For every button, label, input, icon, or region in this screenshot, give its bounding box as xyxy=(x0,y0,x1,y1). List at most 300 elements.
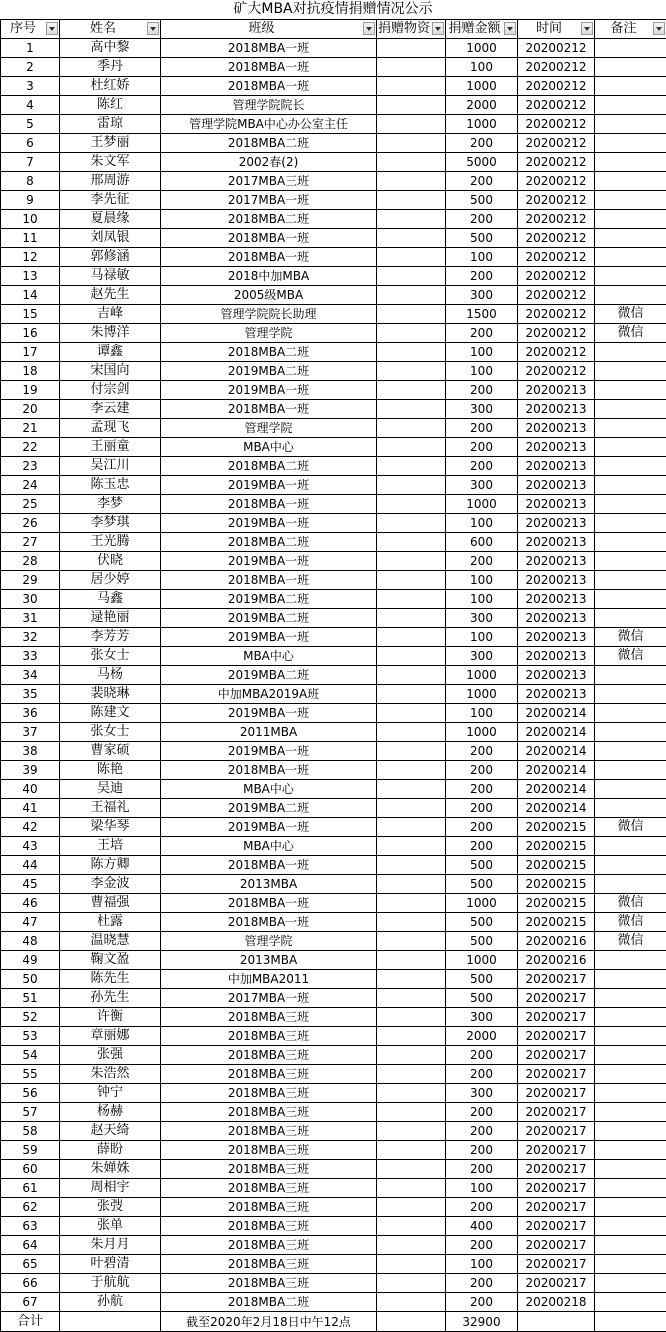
table-row xyxy=(1,495,666,514)
goods-cell xyxy=(377,1274,446,1293)
donor-name-cell: 李芳芳 xyxy=(60,628,161,647)
remark-cell xyxy=(595,533,666,552)
table-row xyxy=(1,400,666,419)
remark-cell xyxy=(595,191,666,210)
remark-cell xyxy=(595,172,666,191)
donor-name-cell: 张强 xyxy=(60,1046,161,1065)
goods-cell xyxy=(377,457,446,476)
remark-cell xyxy=(595,704,666,723)
goods-cell xyxy=(377,894,446,913)
goods-cell xyxy=(377,552,446,571)
goods-cell xyxy=(377,381,446,400)
row-index-cell: 60 xyxy=(1,1160,60,1179)
goods-cell xyxy=(377,476,446,495)
row-index-cell: 19 xyxy=(1,381,60,400)
amount-cell: 200 xyxy=(446,419,518,438)
remark-cell: 微信 xyxy=(595,647,666,666)
goods-cell xyxy=(377,1027,446,1046)
donor-name-cell: 王丽童 xyxy=(60,438,161,457)
amount-cell: 200 xyxy=(446,761,518,780)
amount-cell: 200 xyxy=(446,324,518,343)
date-cell: 20200212 xyxy=(518,58,595,77)
row-index-cell: 11 xyxy=(1,229,60,248)
table-row xyxy=(1,818,666,837)
date-cell: 20200217 xyxy=(518,1122,595,1141)
remark-cell xyxy=(595,1008,666,1027)
row-index-cell: 38 xyxy=(1,742,60,761)
goods-cell xyxy=(377,267,446,286)
donor-name-cell: 温晓慧 xyxy=(60,932,161,951)
row-index-cell: 27 xyxy=(1,533,60,552)
row-index-cell: 1 xyxy=(1,39,60,58)
class-cell: 管理学院 xyxy=(161,324,377,343)
class-cell: 2018MBA一班 xyxy=(161,571,377,590)
amount-cell: 200 xyxy=(446,1274,518,1293)
row-index-cell: 43 xyxy=(1,837,60,856)
date-cell: 20200217 xyxy=(518,1046,595,1065)
remark-cell xyxy=(595,1027,666,1046)
row-index-cell: 44 xyxy=(1,856,60,875)
class-cell: 2018MBA三班 xyxy=(161,1122,377,1141)
remark-cell xyxy=(595,1217,666,1236)
donor-name-cell: 许衡 xyxy=(60,1008,161,1027)
total-empty-cell xyxy=(60,1312,161,1332)
donor-name-cell: 居少婷 xyxy=(60,571,161,590)
table-row xyxy=(1,1293,666,1312)
goods-cell xyxy=(377,856,446,875)
remark-cell xyxy=(595,723,666,742)
remark-cell xyxy=(595,799,666,818)
remark-cell: 微信 xyxy=(595,894,666,913)
row-index-cell: 58 xyxy=(1,1122,60,1141)
table-row xyxy=(1,704,666,723)
amount-cell: 1000 xyxy=(446,666,518,685)
amount-cell: 600 xyxy=(446,533,518,552)
donor-name-cell: 张单 xyxy=(60,1217,161,1236)
goods-cell xyxy=(377,818,446,837)
goods-cell xyxy=(377,837,446,856)
donation-table xyxy=(0,19,666,1332)
row-index-cell: 30 xyxy=(1,590,60,609)
table-row xyxy=(1,96,666,115)
donor-name-cell: 伏晓 xyxy=(60,552,161,571)
table-row xyxy=(1,837,666,856)
donor-name-cell: 吴迪 xyxy=(60,780,161,799)
filter-dropdown-icon[interactable] xyxy=(46,22,58,35)
amount-cell: 500 xyxy=(446,970,518,989)
total-row xyxy=(1,1312,666,1332)
table-row xyxy=(1,1236,666,1255)
donor-name-cell: 张女士 xyxy=(60,723,161,742)
goods-cell xyxy=(377,704,446,723)
amount-cell: 100 xyxy=(446,1255,518,1274)
row-index-cell: 47 xyxy=(1,913,60,932)
donor-name-cell: 朱婵姝 xyxy=(60,1160,161,1179)
date-cell: 20200217 xyxy=(518,1198,595,1217)
row-index-cell: 56 xyxy=(1,1084,60,1103)
remark-cell xyxy=(595,115,666,134)
goods-cell xyxy=(377,362,446,381)
table-row xyxy=(1,476,666,495)
donor-name-cell: 张弢 xyxy=(60,1198,161,1217)
amount-cell: 2000 xyxy=(446,96,518,115)
row-index-cell: 52 xyxy=(1,1008,60,1027)
date-cell: 20200217 xyxy=(518,1008,595,1027)
table-row xyxy=(1,533,666,552)
table-row xyxy=(1,153,666,172)
total-empty-cell xyxy=(377,1312,446,1332)
goods-cell xyxy=(377,1198,446,1217)
row-index-cell: 46 xyxy=(1,894,60,913)
class-cell: 2002春(2) xyxy=(161,153,377,172)
amount-cell: 100 xyxy=(446,628,518,647)
remark-cell xyxy=(595,571,666,590)
date-cell: 20200215 xyxy=(518,894,595,913)
donor-name-cell: 马鑫 xyxy=(60,590,161,609)
amount-cell: 200 xyxy=(446,1236,518,1255)
goods-cell xyxy=(377,723,446,742)
class-cell: MBA中心 xyxy=(161,438,377,457)
amount-cell: 300 xyxy=(446,647,518,666)
row-index-cell: 7 xyxy=(1,153,60,172)
row-index-cell: 21 xyxy=(1,419,60,438)
donor-name-cell: 马禄敏 xyxy=(60,267,161,286)
donor-name-cell: 李梦琪 xyxy=(60,514,161,533)
table-row xyxy=(1,58,666,77)
row-index-cell: 53 xyxy=(1,1027,60,1046)
date-cell: 20200213 xyxy=(518,495,595,514)
amount-cell: 200 xyxy=(446,1046,518,1065)
class-cell: 2019MBA一班 xyxy=(161,476,377,495)
table-row xyxy=(1,248,666,267)
remark-cell: 微信 xyxy=(595,818,666,837)
table-row xyxy=(1,685,666,704)
donor-name-cell: 杜露 xyxy=(60,913,161,932)
amount-cell: 1000 xyxy=(446,115,518,134)
donor-name-cell: 王光腾 xyxy=(60,533,161,552)
header-label: 姓名 xyxy=(90,20,130,38)
remark-cell xyxy=(595,210,666,229)
filter-dropdown-icon[interactable] xyxy=(581,22,593,35)
row-index-cell: 41 xyxy=(1,799,60,818)
date-cell: 20200213 xyxy=(518,685,595,704)
date-cell: 20200213 xyxy=(518,609,595,628)
goods-cell xyxy=(377,913,446,932)
donor-name-cell: 鞠文盈 xyxy=(60,951,161,970)
amount-cell: 1000 xyxy=(446,39,518,58)
date-cell: 20200212 xyxy=(518,362,595,381)
table-row xyxy=(1,1008,666,1027)
goods-cell xyxy=(377,191,446,210)
amount-cell: 300 xyxy=(446,400,518,419)
goods-cell xyxy=(377,780,446,799)
row-index-cell: 48 xyxy=(1,932,60,951)
donor-name-cell: 曹家硕 xyxy=(60,742,161,761)
amount-cell: 400 xyxy=(446,1217,518,1236)
table-body xyxy=(1,39,666,1312)
table-row xyxy=(1,362,666,381)
class-cell: 管理学院MBA中心办公室主任 xyxy=(161,115,377,134)
amount-cell: 200 xyxy=(446,438,518,457)
filter-dropdown-icon[interactable] xyxy=(432,22,444,35)
remark-cell xyxy=(595,39,666,58)
date-cell: 20200213 xyxy=(518,552,595,571)
date-cell: 20200212 xyxy=(518,77,595,96)
date-cell: 20200215 xyxy=(518,856,595,875)
date-cell: 20200217 xyxy=(518,1065,595,1084)
table-row xyxy=(1,609,666,628)
goods-cell xyxy=(377,305,446,324)
header-cell-remark xyxy=(595,20,666,39)
table-row xyxy=(1,856,666,875)
sheet-title: 矿大MBA对抗疫情捐赠情况公示 xyxy=(0,0,666,19)
remark-cell xyxy=(595,134,666,153)
remark-cell xyxy=(595,1160,666,1179)
donor-name-cell: 陈建文 xyxy=(60,704,161,723)
amount-cell: 1000 xyxy=(446,77,518,96)
donor-name-cell: 王梦丽 xyxy=(60,134,161,153)
donor-name-cell: 裴晓琳 xyxy=(60,685,161,704)
class-cell: 2018MBA三班 xyxy=(161,1084,377,1103)
donor-name-cell: 杜红娇 xyxy=(60,77,161,96)
amount-cell: 100 xyxy=(446,514,518,533)
remark-cell xyxy=(595,1236,666,1255)
class-cell: 2019MBA一班 xyxy=(161,704,377,723)
class-cell: 2018MBA一班 xyxy=(161,248,377,267)
donor-name-cell: 吉峰 xyxy=(60,305,161,324)
remark-cell xyxy=(595,552,666,571)
amount-cell: 1000 xyxy=(446,951,518,970)
table-row xyxy=(1,1255,666,1274)
row-index-cell: 67 xyxy=(1,1293,60,1312)
donor-name-cell: 逯艳丽 xyxy=(60,609,161,628)
table-row xyxy=(1,590,666,609)
remark-cell xyxy=(595,951,666,970)
remark-cell xyxy=(595,875,666,894)
filter-dropdown-icon[interactable] xyxy=(363,22,375,35)
class-cell: 2013MBA xyxy=(161,875,377,894)
amount-cell: 200 xyxy=(446,818,518,837)
goods-cell xyxy=(377,96,446,115)
remark-cell xyxy=(595,1179,666,1198)
remark-cell xyxy=(595,1122,666,1141)
date-cell: 20200212 xyxy=(518,115,595,134)
goods-cell xyxy=(377,1217,446,1236)
header-label: 时间 xyxy=(536,20,576,38)
amount-cell: 1500 xyxy=(446,305,518,324)
row-index-cell: 50 xyxy=(1,970,60,989)
goods-cell xyxy=(377,1141,446,1160)
row-index-cell: 54 xyxy=(1,1046,60,1065)
date-cell: 20200212 xyxy=(518,134,595,153)
row-index-cell: 6 xyxy=(1,134,60,153)
class-cell: 2017MBA一班 xyxy=(161,989,377,1008)
class-cell: 2018中加MBA xyxy=(161,267,377,286)
remark-cell xyxy=(595,837,666,856)
table-row xyxy=(1,1160,666,1179)
filter-dropdown-icon[interactable] xyxy=(653,22,665,35)
amount-cell: 200 xyxy=(446,1141,518,1160)
amount-cell: 500 xyxy=(446,191,518,210)
row-index-cell: 18 xyxy=(1,362,60,381)
amount-cell: 100 xyxy=(446,58,518,77)
row-index-cell: 32 xyxy=(1,628,60,647)
remark-cell xyxy=(595,514,666,533)
donor-name-cell: 朱文军 xyxy=(60,153,161,172)
goods-cell xyxy=(377,1046,446,1065)
goods-cell xyxy=(377,1179,446,1198)
table-row xyxy=(1,1141,666,1160)
remark-cell: 微信 xyxy=(595,305,666,324)
table-row xyxy=(1,286,666,305)
row-index-cell: 49 xyxy=(1,951,60,970)
date-cell: 20200217 xyxy=(518,970,595,989)
row-index-cell: 9 xyxy=(1,191,60,210)
goods-cell xyxy=(377,115,446,134)
total-empty-cell xyxy=(595,1312,666,1332)
table-row xyxy=(1,875,666,894)
donor-name-cell: 朱博洋 xyxy=(60,324,161,343)
class-cell: 2019MBA一班 xyxy=(161,514,377,533)
table-row xyxy=(1,799,666,818)
amount-cell: 2000 xyxy=(446,1027,518,1046)
table-row xyxy=(1,438,666,457)
goods-cell xyxy=(377,343,446,362)
donor-name-cell: 陈先生 xyxy=(60,970,161,989)
amount-cell: 200 xyxy=(446,134,518,153)
amount-cell: 200 xyxy=(446,837,518,856)
goods-cell xyxy=(377,77,446,96)
table-row xyxy=(1,457,666,476)
remark-cell xyxy=(595,1046,666,1065)
date-cell: 20200212 xyxy=(518,96,595,115)
header-cell-amount xyxy=(446,20,518,39)
date-cell: 20200213 xyxy=(518,628,595,647)
goods-cell xyxy=(377,324,446,343)
row-index-cell: 20 xyxy=(1,400,60,419)
table-row xyxy=(1,894,666,913)
table-row xyxy=(1,343,666,362)
row-index-cell: 8 xyxy=(1,172,60,191)
remark-cell xyxy=(595,229,666,248)
remark-cell xyxy=(595,248,666,267)
date-cell: 20200212 xyxy=(518,39,595,58)
class-cell: 管理学院 xyxy=(161,932,377,951)
date-cell: 20200217 xyxy=(518,1160,595,1179)
row-index-cell: 31 xyxy=(1,609,60,628)
row-index-cell: 17 xyxy=(1,343,60,362)
remark-cell xyxy=(595,438,666,457)
table-row xyxy=(1,780,666,799)
donor-name-cell: 朱月月 xyxy=(60,1236,161,1255)
total-amount: 32900 xyxy=(446,1312,518,1332)
donor-name-cell: 付宗剑 xyxy=(60,381,161,400)
remark-cell xyxy=(595,1141,666,1160)
remark-cell xyxy=(595,1255,666,1274)
remark-cell xyxy=(595,1103,666,1122)
row-index-cell: 26 xyxy=(1,514,60,533)
class-cell: 2019MBA一班 xyxy=(161,628,377,647)
filter-dropdown-icon[interactable] xyxy=(147,22,159,35)
remark-cell xyxy=(595,267,666,286)
row-index-cell: 62 xyxy=(1,1198,60,1217)
date-cell: 20200216 xyxy=(518,951,595,970)
goods-cell xyxy=(377,400,446,419)
amount-cell: 300 xyxy=(446,609,518,628)
row-index-cell: 5 xyxy=(1,115,60,134)
remark-cell xyxy=(595,1293,666,1312)
class-cell: 2019MBA一班 xyxy=(161,818,377,837)
remark-cell xyxy=(595,685,666,704)
class-cell: 2018MBA二班 xyxy=(161,343,377,362)
remark-cell xyxy=(595,970,666,989)
date-cell: 20200217 xyxy=(518,1141,595,1160)
donor-name-cell: 吴江川 xyxy=(60,457,161,476)
class-cell: 2018MBA三班 xyxy=(161,1160,377,1179)
table-row xyxy=(1,666,666,685)
goods-cell xyxy=(377,39,446,58)
class-cell: 2019MBA二班 xyxy=(161,590,377,609)
amount-cell: 200 xyxy=(446,457,518,476)
amount-cell: 200 xyxy=(446,552,518,571)
amount-cell: 500 xyxy=(446,989,518,1008)
table-row xyxy=(1,381,666,400)
table-row xyxy=(1,1065,666,1084)
remark-cell xyxy=(595,419,666,438)
goods-cell xyxy=(377,1065,446,1084)
row-index-cell: 12 xyxy=(1,248,60,267)
amount-cell: 300 xyxy=(446,476,518,495)
header-cell-class xyxy=(161,20,377,39)
goods-cell xyxy=(377,590,446,609)
row-index-cell: 36 xyxy=(1,704,60,723)
goods-cell xyxy=(377,1122,446,1141)
donor-name-cell: 高中黎 xyxy=(60,39,161,58)
class-cell: 2018MBA一班 xyxy=(161,495,377,514)
donor-name-cell: 叶碧清 xyxy=(60,1255,161,1274)
class-cell: 2019MBA二班 xyxy=(161,666,377,685)
goods-cell xyxy=(377,647,446,666)
row-index-cell: 3 xyxy=(1,77,60,96)
date-cell: 20200217 xyxy=(518,1274,595,1293)
class-cell: 2018MBA一班 xyxy=(161,856,377,875)
class-cell: 2019MBA一班 xyxy=(161,552,377,571)
class-cell: 2018MBA三班 xyxy=(161,1046,377,1065)
amount-cell: 200 xyxy=(446,267,518,286)
goods-cell xyxy=(377,761,446,780)
donor-name-cell: 李金波 xyxy=(60,875,161,894)
remark-cell xyxy=(595,761,666,780)
amount-cell: 200 xyxy=(446,1122,518,1141)
filter-dropdown-icon[interactable] xyxy=(504,22,516,35)
table-row xyxy=(1,1179,666,1198)
amount-cell: 500 xyxy=(446,932,518,951)
row-index-cell: 23 xyxy=(1,457,60,476)
goods-cell xyxy=(377,628,446,647)
amount-cell: 200 xyxy=(446,1198,518,1217)
goods-cell xyxy=(377,533,446,552)
date-cell: 20200215 xyxy=(518,875,595,894)
header-row xyxy=(1,20,666,39)
class-cell: 2019MBA一班 xyxy=(161,742,377,761)
donor-name-cell: 赵先生 xyxy=(60,286,161,305)
class-cell: 2018MBA一班 xyxy=(161,58,377,77)
remark-cell xyxy=(595,666,666,685)
row-index-cell: 61 xyxy=(1,1179,60,1198)
date-cell: 20200214 xyxy=(518,704,595,723)
row-index-cell: 57 xyxy=(1,1103,60,1122)
date-cell: 20200214 xyxy=(518,742,595,761)
